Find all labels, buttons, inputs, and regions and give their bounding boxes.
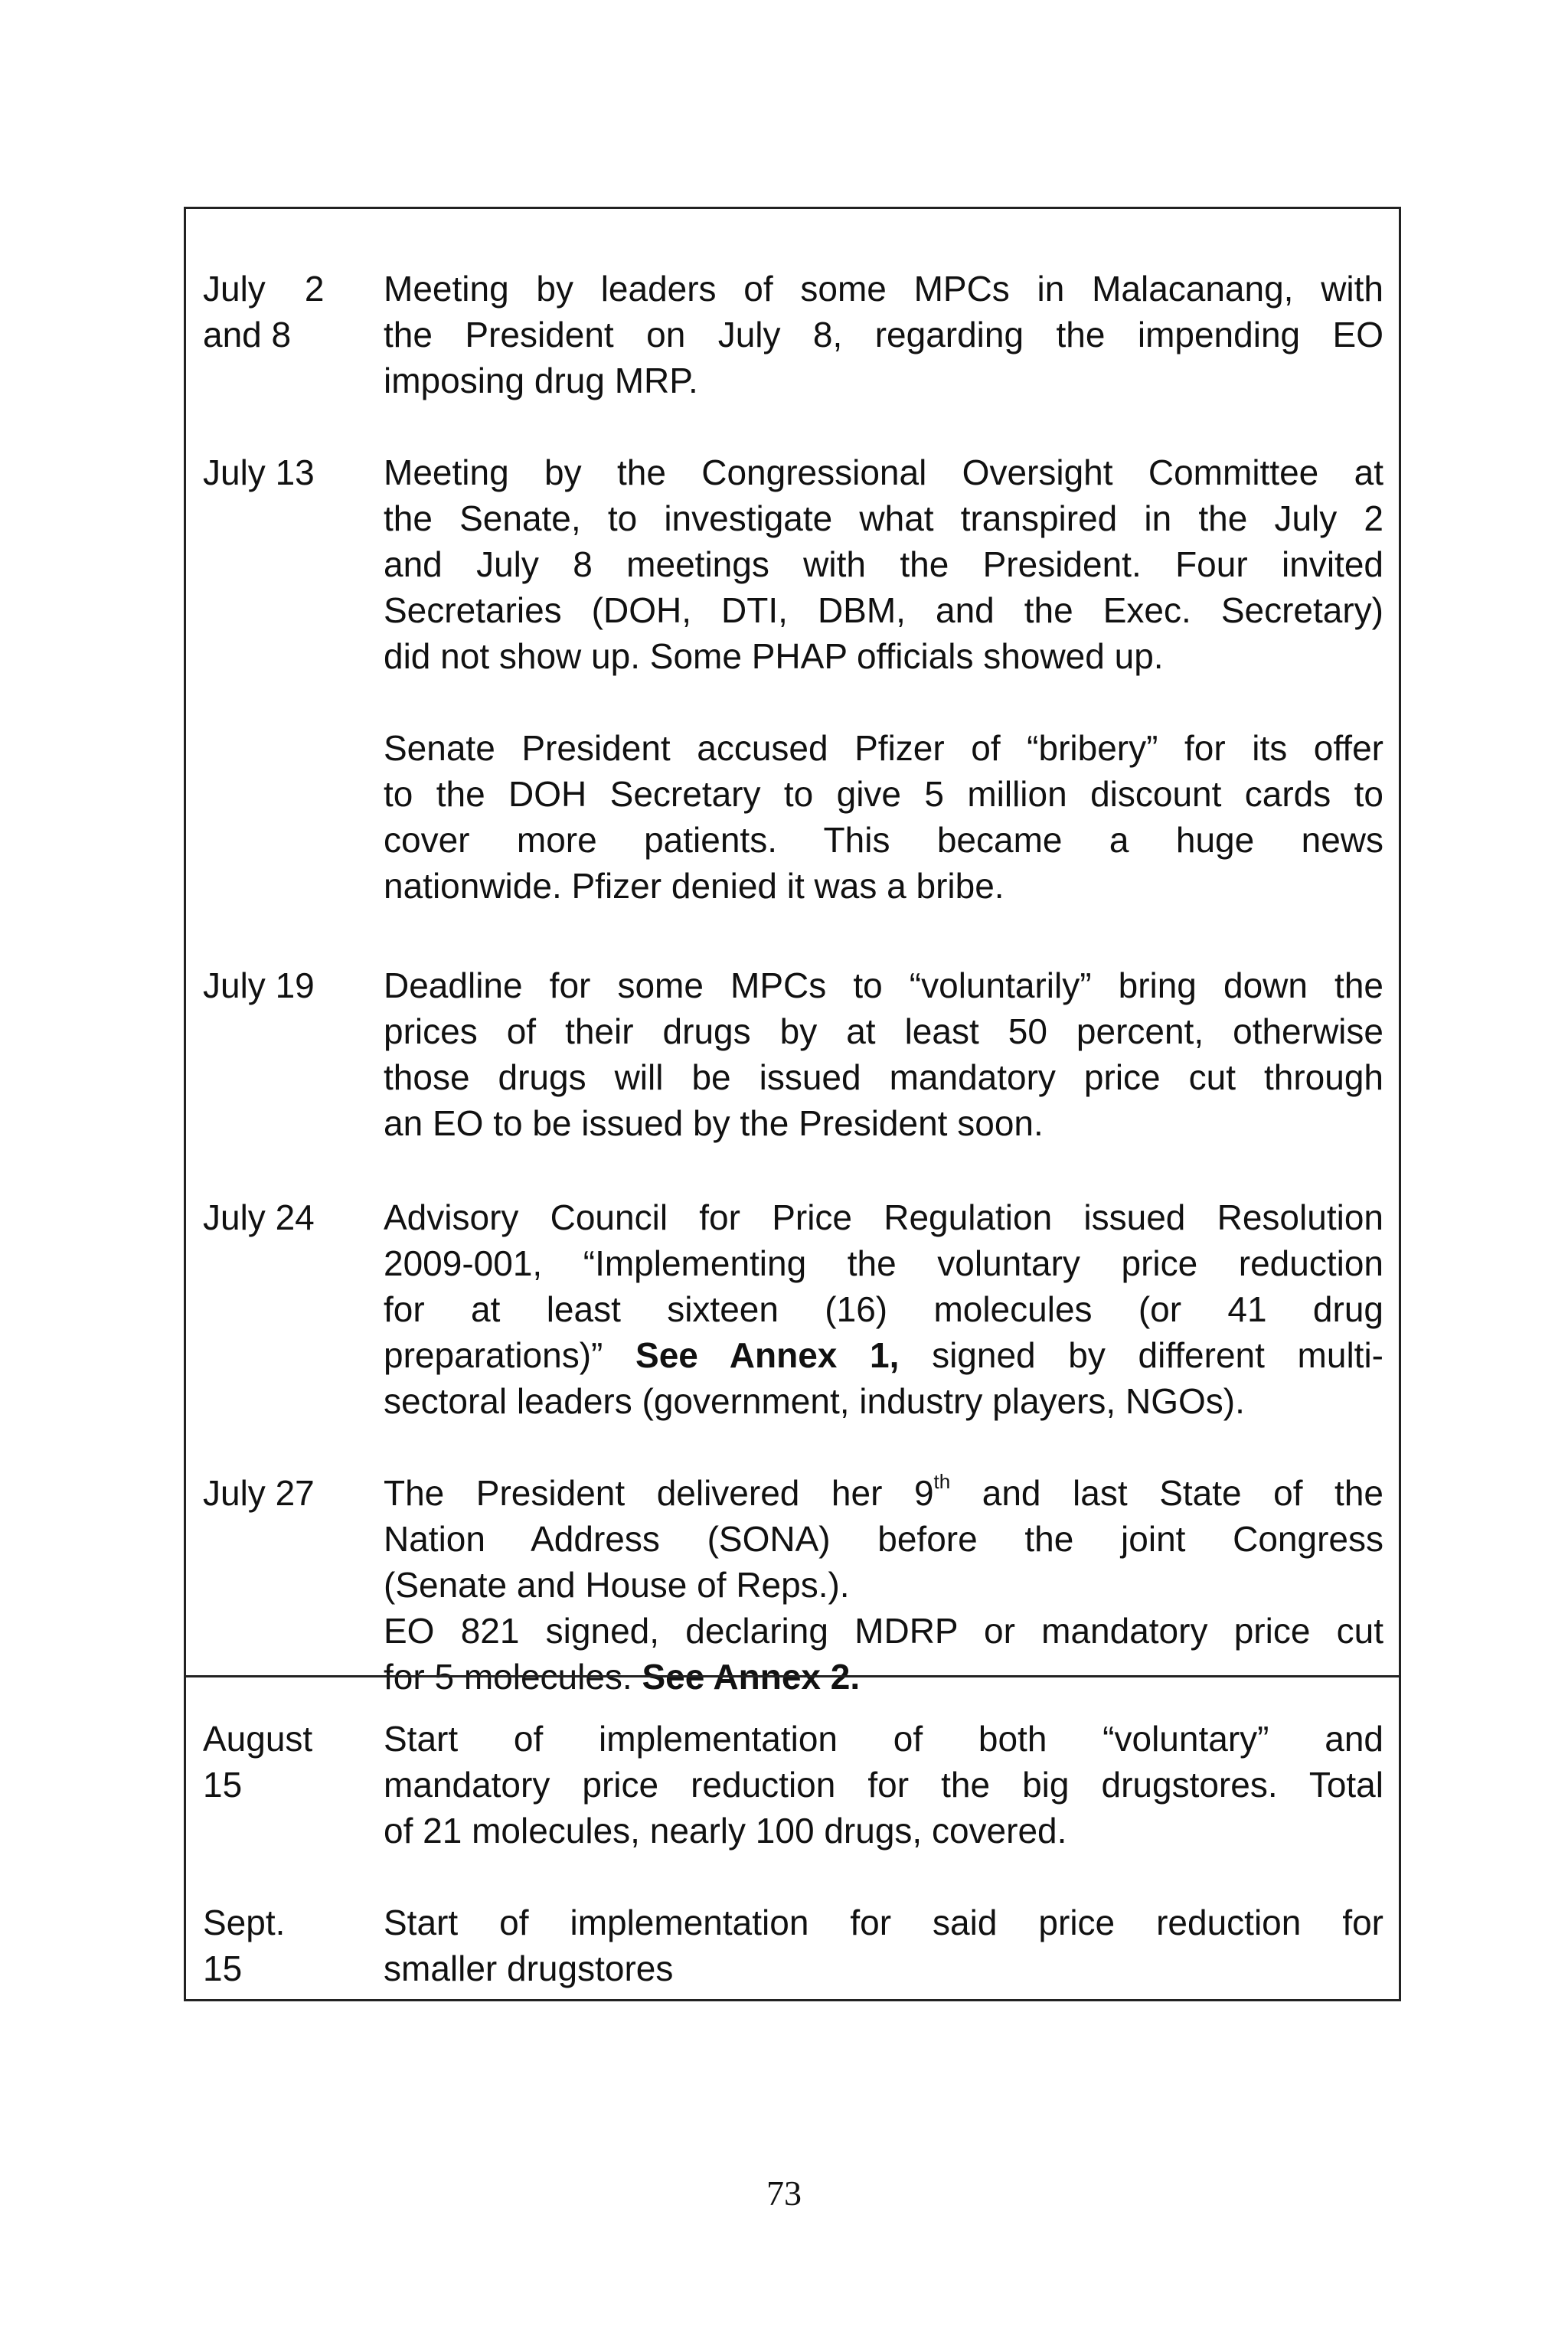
page-number: 73	[766, 2174, 802, 2213]
entry-description	[384, 449, 1383, 909]
entry-date: August 15	[203, 1719, 313, 1805]
entry-description: The President delivered her 9th and last State of the Nation Address (SONA) before the joint Congress (Senate and House of Reps.). EO 821 signed, declaring MDRP or mandatory price cut for 5 molecules. See Annex 2.	[384, 1470, 1383, 1697]
entry-description: Deadline for some MPCs to “voluntarily” bring down the prices of their drugs by at least 50 percent, otherwise those drugs will be issued mandatory price cut through an EO to be issued by the President soon.	[384, 965, 1383, 1143]
entry-date: July 27	[203, 1473, 315, 1513]
entry-date: July 19	[203, 965, 315, 1005]
entry-date: July 13	[203, 452, 315, 492]
paragraph: Senate President accused Pfizer of “bribery” for its offer to the DOH Secretary to give 5 million discount cards to cover more patients. This became a huge news nationwide. Pfizer denied it was a bribe.	[384, 728, 1383, 906]
entry-description: Start of implementation for said price reduction for smaller drugstores	[384, 1903, 1383, 1988]
entry-description: Start of implementation of both “voluntary” and mandatory price reduction for the big drugstores. Total of 21 molecules, nearly 100 drugs, covered.	[384, 1719, 1383, 1851]
annex-reference: See Annex 2.	[642, 1657, 861, 1697]
ordinal-superscript: th	[933, 1470, 951, 1493]
timeline-table-upper	[184, 207, 1401, 1697]
paragraph: Meeting by the Congressional Oversight Committee at the Senate, to investigate what transpired in the July 2 and July 8 meetings with the President. Four invited Secretaries (DOH, DTI, DBM, and the Exec. Secretary) did not show up. Some PHAP officials showed up.	[384, 452, 1383, 676]
timeline-table-lower	[184, 1675, 1401, 2001]
entry-date: Sept. 15	[203, 1903, 286, 1988]
entry-date: July 2 and 8	[203, 269, 325, 354]
annex-reference: See Annex 1,	[635, 1335, 900, 1375]
entry-description: Meeting by leaders of some MPCs in Malacanang, with the President on July 8, regarding the impending EO imposing drug MRP.	[384, 269, 1383, 400]
entry-description: Advisory Council for Price Regulation issued Resolution 2009-001, “Implementing the voluntary price reduction for at least sixteen (16) molecules (or 41 drug preparations)” See Annex 1, signed by different multi- sectoral leaders (government, industry players, NGOs).	[384, 1197, 1383, 1421]
entry-date: July 24	[203, 1197, 315, 1237]
